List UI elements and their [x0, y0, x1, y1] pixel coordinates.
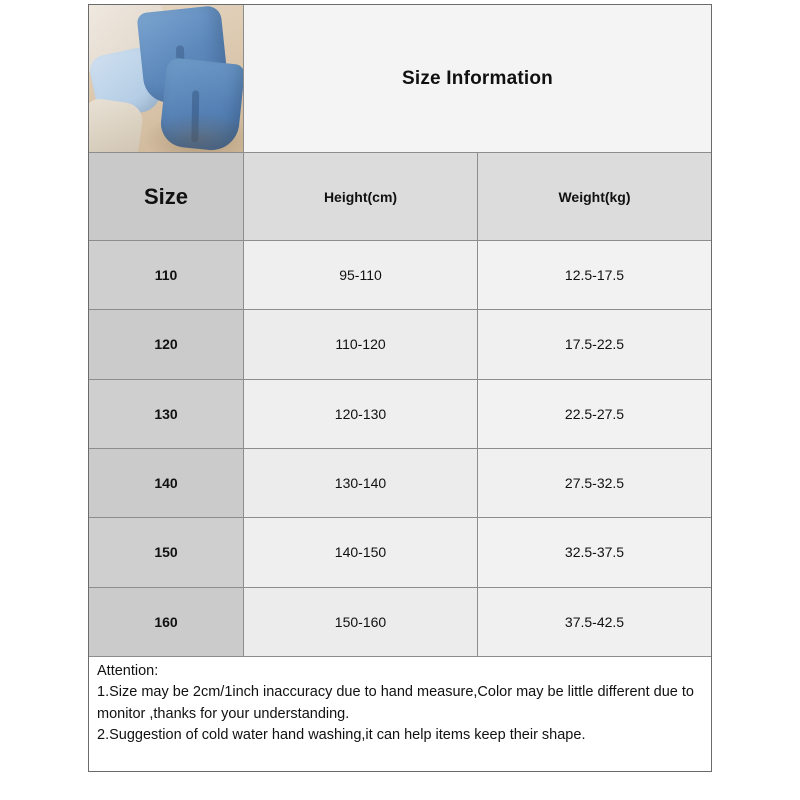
cell-size: 120	[89, 310, 244, 378]
cell-size: 130	[89, 380, 244, 448]
attention-section	[89, 656, 711, 771]
table-row	[89, 588, 711, 656]
attention-line-1: 1.Size may be 2cm/1inch inaccuracy due to hand measure,Color may be little different due to monitor ,thanks for your understanding.	[97, 684, 694, 722]
cell-weight: 32.5-37.5	[478, 518, 711, 586]
cell-height: 140-150	[244, 518, 478, 586]
table-row	[89, 518, 711, 587]
product-photo	[89, 5, 244, 152]
table-row	[89, 380, 711, 449]
cell-height: 150-160	[244, 588, 478, 656]
cell-size: 160	[89, 588, 244, 656]
cell-height: 95-110	[244, 241, 478, 309]
attention-heading: Attention:	[97, 663, 159, 679]
photo-shadow	[143, 112, 244, 152]
table-row	[89, 449, 711, 518]
cell-size: 150	[89, 518, 244, 586]
chart-header	[89, 5, 711, 153]
table-header-row	[89, 153, 711, 241]
cell-height: 120-130	[244, 380, 478, 448]
size-table	[89, 153, 711, 656]
size-chart-card	[88, 4, 712, 772]
cell-weight: 22.5-27.5	[478, 380, 711, 448]
column-header-size: Size	[89, 153, 244, 240]
cell-size: 110	[89, 241, 244, 309]
table-row	[89, 241, 711, 310]
title-cell	[244, 5, 711, 152]
cell-height: 110-120	[244, 310, 478, 378]
cell-weight: 12.5-17.5	[478, 241, 711, 309]
attention-line-2: 2.Suggestion of cold water hand washing,it can help items keep their shape.	[97, 727, 586, 744]
table-row	[89, 310, 711, 379]
cell-weight: 37.5-42.5	[478, 588, 711, 656]
cell-height: 130-140	[244, 449, 478, 517]
page-title: Size Information	[402, 67, 553, 89]
column-header-height: Height(cm)	[244, 153, 478, 240]
cell-weight: 17.5-22.5	[478, 310, 711, 378]
column-header-weight: Weight(kg)	[478, 153, 711, 240]
cell-size: 140	[89, 449, 244, 517]
cell-weight: 27.5-32.5	[478, 449, 711, 517]
